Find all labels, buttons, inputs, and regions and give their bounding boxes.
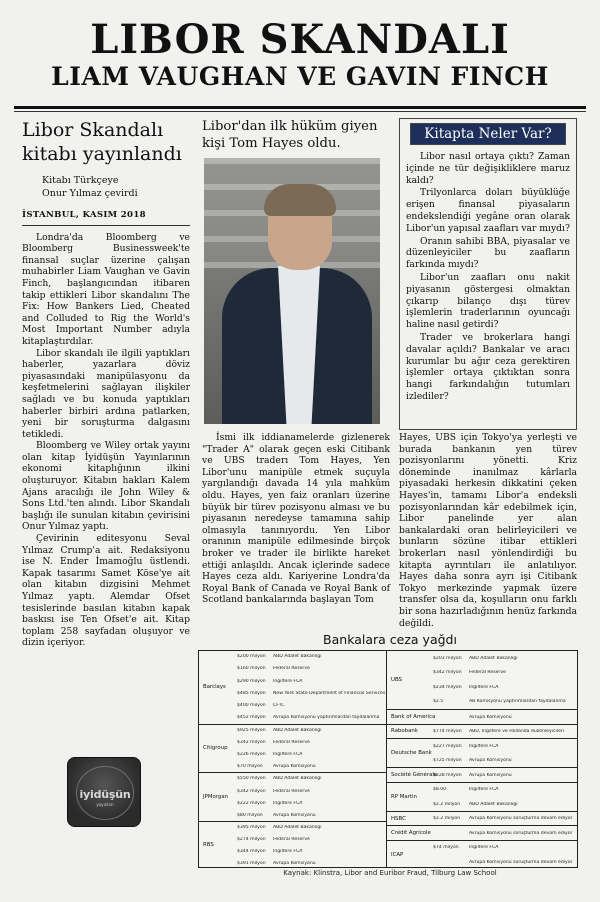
fines-row [433,656,575,661]
masthead-authors: LIAM VAUGHAN VE GAVIN FINCH [51,62,549,91]
article-text: Hayes, UBS için Tokyo'ya yerleşti ve burada bankanın yen türev pozisyonlarını yönetti. Kriz döneminde inanılmaz kârlarla piyasadaki herkesin dikkatini çeken Hayes'in, tamamı Libor'a endeksli pozisyonlarından kâr edebilmek için, Libor panelinde yer alan bankalardaki oran belirleyicileri ve bunların sözüne itibar ettikleri brokerları nasıl yönlendirdiği bu kitapta ayrıntıları ile anlatılıyor. Hayes daha sonra ayrı işi Citibank Tokyo merkezinde yapmak üzere transfer olsa da, koşulların onu farklı bir sona hazırladığının henüz farkında değildi. [399,432,578,629]
fine-authority: Avrupa Komisyonu [469,772,512,778]
photo-hair [264,184,336,216]
fine-authority: Avrupa Komisyonu [469,714,512,720]
fines-row [237,764,387,769]
box-question: Oranın sahibi BBA, piyasalar ve düzenleyiciler bu zaafların farkında mıydı? [406,235,570,271]
fines-bank-block [387,825,577,840]
logo-text: iyidüşün [79,788,131,801]
fines-bank-block [387,738,577,767]
fine-amount: $227 milyon [433,743,462,749]
fine-authority: Avrupa Komisyonu yaptırımlardan faydalanma [273,714,380,720]
fine-authority: Federal Reserve [273,788,310,794]
fines-bank-name: UBS [391,676,402,683]
fine-amount: $395 milyon [237,824,266,830]
fine-authority: Avrupa Komisyonu soruşturma devam ediyor [469,816,573,822]
fine-authority: İngiltere FCA [273,849,303,855]
fines-bank-block [199,821,389,869]
fines-row [237,703,387,708]
fine-authority: CFTC [273,702,285,708]
fines-bank-name: JPMorgan [203,793,229,800]
fine-amount: $203 milyon [433,655,462,661]
fines-bank-name: Citigroup [203,745,228,752]
masthead-rule [14,106,586,109]
fines-row [433,715,575,720]
logo-subtext: yayınları [96,802,114,807]
masthead-rule-thin [14,111,586,112]
fines-row [433,845,575,850]
fine-authority: ABD Adalet Bakanlığı [273,654,322,660]
fine-amount: $70 milyon [237,764,263,770]
fines-row [237,691,387,696]
fines-title: Bankalara ceza yağdı [323,632,457,647]
article-column-2 [399,432,577,629]
book-contents-box [399,118,577,430]
publisher-logo [67,757,141,827]
tom-hayes-photo [204,158,380,424]
fines-row [237,801,387,806]
fine-authority: ABD Adalet Bakanlığı [469,655,518,661]
fines-row [237,666,387,671]
fines-bank-block [387,811,577,826]
fines-row [433,699,575,704]
article-column-1 [202,432,390,606]
fines-row [433,787,575,792]
fines-bank-name: Bank of America [391,713,436,720]
fines-bank-name: ICAP [391,851,404,858]
fines-bank-block [199,772,389,820]
fine-amount: $2.2 milyon [433,801,461,807]
fine-authority: Avrupa Komisyonu [469,758,512,764]
fine-amount: $200 milyon [237,654,266,660]
left-column [22,118,190,649]
fine-amount: $391 milyon [237,861,266,867]
credit-line-1: Kitabı Türkçeye [42,175,119,186]
fine-amount: $160 milyon [237,666,266,672]
fine-authority: İngiltere FCA [469,743,499,749]
fine-authority: Federal Reserve [273,740,310,746]
fines-bank-block [387,651,577,709]
fine-authority: Avrupa Komisyonu soruşturma devam ediyor [469,860,573,866]
fines-bank-name: RBS [203,842,214,849]
dateline: İSTANBUL, KASIM 2018 [22,204,190,226]
fine-authority: İngiltere FCA [273,800,303,806]
fines-row [237,849,387,854]
fines-row [433,816,575,821]
left-paragraph: Çevirinin editesyonu Seval Yılmaz Crump'a ait. Redaksiyonu ise N. Ender İmamoğlu üstlendi. Kapak tasarımı Samet Köse'ye ait olan kitabın dizgisini Mehmet Yılmaz yaptı. Alemdar Ofset tesislerinde basılan kitabın kapak baskısı ise Ten Ofset'e ait. Kitap toplam 258 sayfadan oluşuyor ve dizin içeriyor. [22,533,190,649]
credit-line-2: Onur Yılmaz çevirdi [42,188,138,199]
fine-authority: Avrupa Komisyonu [273,764,316,770]
fines-row [237,776,387,781]
fine-authority: ABD Adalet Bakanlığı [273,728,322,733]
fine-amount: $342 milyon [237,740,266,746]
box-question: Trilyonlarca doları büyüklüğe erişen finansal piyasaların endekslendiği yegâne oran olarak Libor'un yapısal zaafları var mıydı? [406,187,570,234]
fine-amount: $274 milyon [237,837,266,842]
fine-authority: Avrupa Komisyonu [273,812,316,818]
fines-row [237,679,387,684]
fine-amount: $290 milyon [237,678,266,684]
fine-amount: $725 milyon [433,758,462,764]
fines-bank-block [387,724,577,739]
center-headline: Libor'dan ilk hüküm giyen kişi Tom Hayes oldu. [202,119,378,151]
fine-authority: Federal Reserve [273,837,310,842]
fine-amount: $485 milyon [237,690,266,696]
fine-authority: AB Komisyonu yaptırımlardan faydalanma [469,699,566,705]
fines-row [237,740,387,745]
fine-authority: ABD Adalet Bakanlığı [273,824,322,830]
fine-authority: İngiltere FCA [469,684,499,690]
fine-authority: ABD Adalet Bakanlığı [469,801,518,807]
fine-authority: ABD Adalet Bakanlığı [273,776,322,782]
article-text: İsmi ilk iddianamelerde gizlenerek "Trader A" olarak geçen eski Citibank ve UBS traderı Tom Hayes, Yen Libor'unu manipüle etmek suçuyla yargılandığı davada 14 yıla mahkûm oldu. Hayes, yen faiz oranları üzerine büyük bir türev pozisyonu alması ve bu piyasanın neredeyse tamamına sahip olmasıyla tanınıyordu. Yen Libor oranının manipüle edilmesinde birçok broker ve trader ile birlikte hareket ettiği anlaşıldı. Ancak içlerinde sadece Hayes ceza aldı. Kariyerine Londra'da Royal Bank of Canada ve Royal Bank of Scotland bankalarında başlayan Tom [202,432,390,606]
fine-authority: Federal Reserve [273,666,310,672]
masthead-title: LIBOR SKANDALI [90,16,510,63]
fines-row [433,773,575,778]
fine-authority: Federal Reserve [469,670,506,676]
fine-amount: $400 milyon [237,702,266,708]
fine-amount: $80 milyon [237,812,263,818]
fines-row [433,729,575,734]
fines-row [433,831,575,836]
fine-authority: İngiltere FCA [469,845,499,851]
fines-bank-block [199,651,389,724]
fines-row [433,758,575,763]
fine-amount: $342 milyon [433,670,462,676]
fine-amount: $2.2 milyon [433,816,461,822]
fine-authority: İngiltere FCA [273,752,303,758]
fines-table [198,650,578,868]
box-questions [406,151,570,403]
fines-row [237,861,387,866]
fine-authority: İngiltere FCA [469,787,499,793]
fines-bank-name: HSBC [391,815,406,822]
fines-row [237,789,387,794]
fine-authority: New York State Department of Financial Services [273,690,386,696]
fines-bank-name: Société Générale [391,772,438,779]
fine-amount: $74 milyon [433,845,459,851]
credits [42,174,190,200]
fines-bank-name: Rabobank [391,728,418,735]
fine-amount: $925 milyon [237,728,266,733]
fine-authority: Avrupa Komisyonu soruşturma devam ediyor [469,830,573,836]
fines-bank-name: Deutsche Bank [391,750,432,757]
fine-amount: $550 milyon [237,776,266,782]
fines-row [237,813,387,818]
left-paragraph: Libor skandalı ile ilgili yaptıkları haberler, yazarlara döviz piyasasındaki manipülasyonu da keşfetmelerini sağlayan ilişkiler sağladı ve bu konuda yaptıkları haberler birbiri ardına patlarken, yeni bir soruşturma dalgasını tetikledi. [22,347,190,440]
fines-bank-block [387,767,577,782]
fines-right-pane [386,650,578,868]
fine-amount: $452 milyon [237,714,266,720]
fines-row [433,802,575,807]
left-headline: Libor Skandalı kitabı yayınlandı [22,119,182,165]
masthead [0,18,600,92]
fine-amount: $342 milyon [237,788,266,794]
fine-authority: ABD, İngiltere ve Hollanda düzenleyicileri [469,729,565,735]
fines-bank-name: Barclays [203,683,226,690]
fines-bank-block [387,840,577,869]
fines-bank-name: Crédit Agricole [391,830,431,837]
fine-amount: $8.00 [433,787,447,793]
fine-amount: $234 milyon [433,684,462,690]
fines-row [237,825,387,830]
fines-row [433,860,575,865]
fines-source: Kaynak: Klinstra, Libor and Euribor Fraud, Tilburg Law School [283,869,497,877]
fine-amount: $774 milyon [433,729,462,735]
fine-amount: $226 milyon [237,752,266,758]
fines-row [433,685,575,690]
left-paragraph: Londra'da Bloomberg ve Bloomberg Businessweek'te finansal suçlar üzerine çalışan muhabirler Liam Vaughan ve Gavin Finch, başlangıcından itibaren takip ettikleri Libor skandalını The Fix: How Bankers Lied, Cheated and Colluded to Rig the World's Most Important Number adıyla kitaplaştırdılar. [22,231,190,347]
box-question: Trader ve brokerlara hangi davalar açıldı? Bankalar ve aracı kurumlar bu ağır ceza gerektiren işlemler ortaya çıktıktan sonra hangi farkındalığın tutumları izlediler? [406,331,570,402]
fine-amount: $2.5 [433,699,444,705]
fines-row [237,715,387,720]
fines-bank-block [387,709,577,724]
left-paragraph: Bloomberg ve Wiley ortak yayını olan kitap İyidüşün Yayınlarının ekonomi kitaplığının ilkini oluşturuyor. Kitabın hakları Kalem Ajans aracılığı ile John Wiley & Sons Ltd.'ten alındı. Libor Skandalı başlığı ile sunulan kitabın çevirisini Onur Yılmaz yaptı. [22,440,190,533]
fine-amount: $222 milyon [237,800,266,806]
fines-row [433,670,575,675]
fines-row [237,752,387,757]
fine-authority: İngiltere FCA [273,678,303,684]
fines-row [433,744,575,749]
fines-left-pane [198,650,390,868]
fine-amount: $344 milyon [237,849,266,855]
fines-bank-block [199,724,389,772]
fines-row [237,837,387,842]
fines-bank-name: RP Martin [391,793,417,800]
fines-row [237,728,387,733]
box-title: Kitapta Neler Var? [410,123,566,145]
box-question: Libor'un zaafları onu nakit piyasanın göstergesi olmaktan çıkarıp bilanço dışı türev işlemlerin traderlarının oyuncağı haline nasıl getirdi? [406,271,570,331]
fine-amount: $228 milyon [433,772,462,778]
box-question: Libor nasıl ortaya çıktı? Zaman içinde ne tür değişikliklere maruz kaldı? [406,151,570,186]
fines-row [237,654,387,659]
fines-bank-block [387,782,577,811]
fine-authority: Avrupa Komisyonu [273,861,316,867]
